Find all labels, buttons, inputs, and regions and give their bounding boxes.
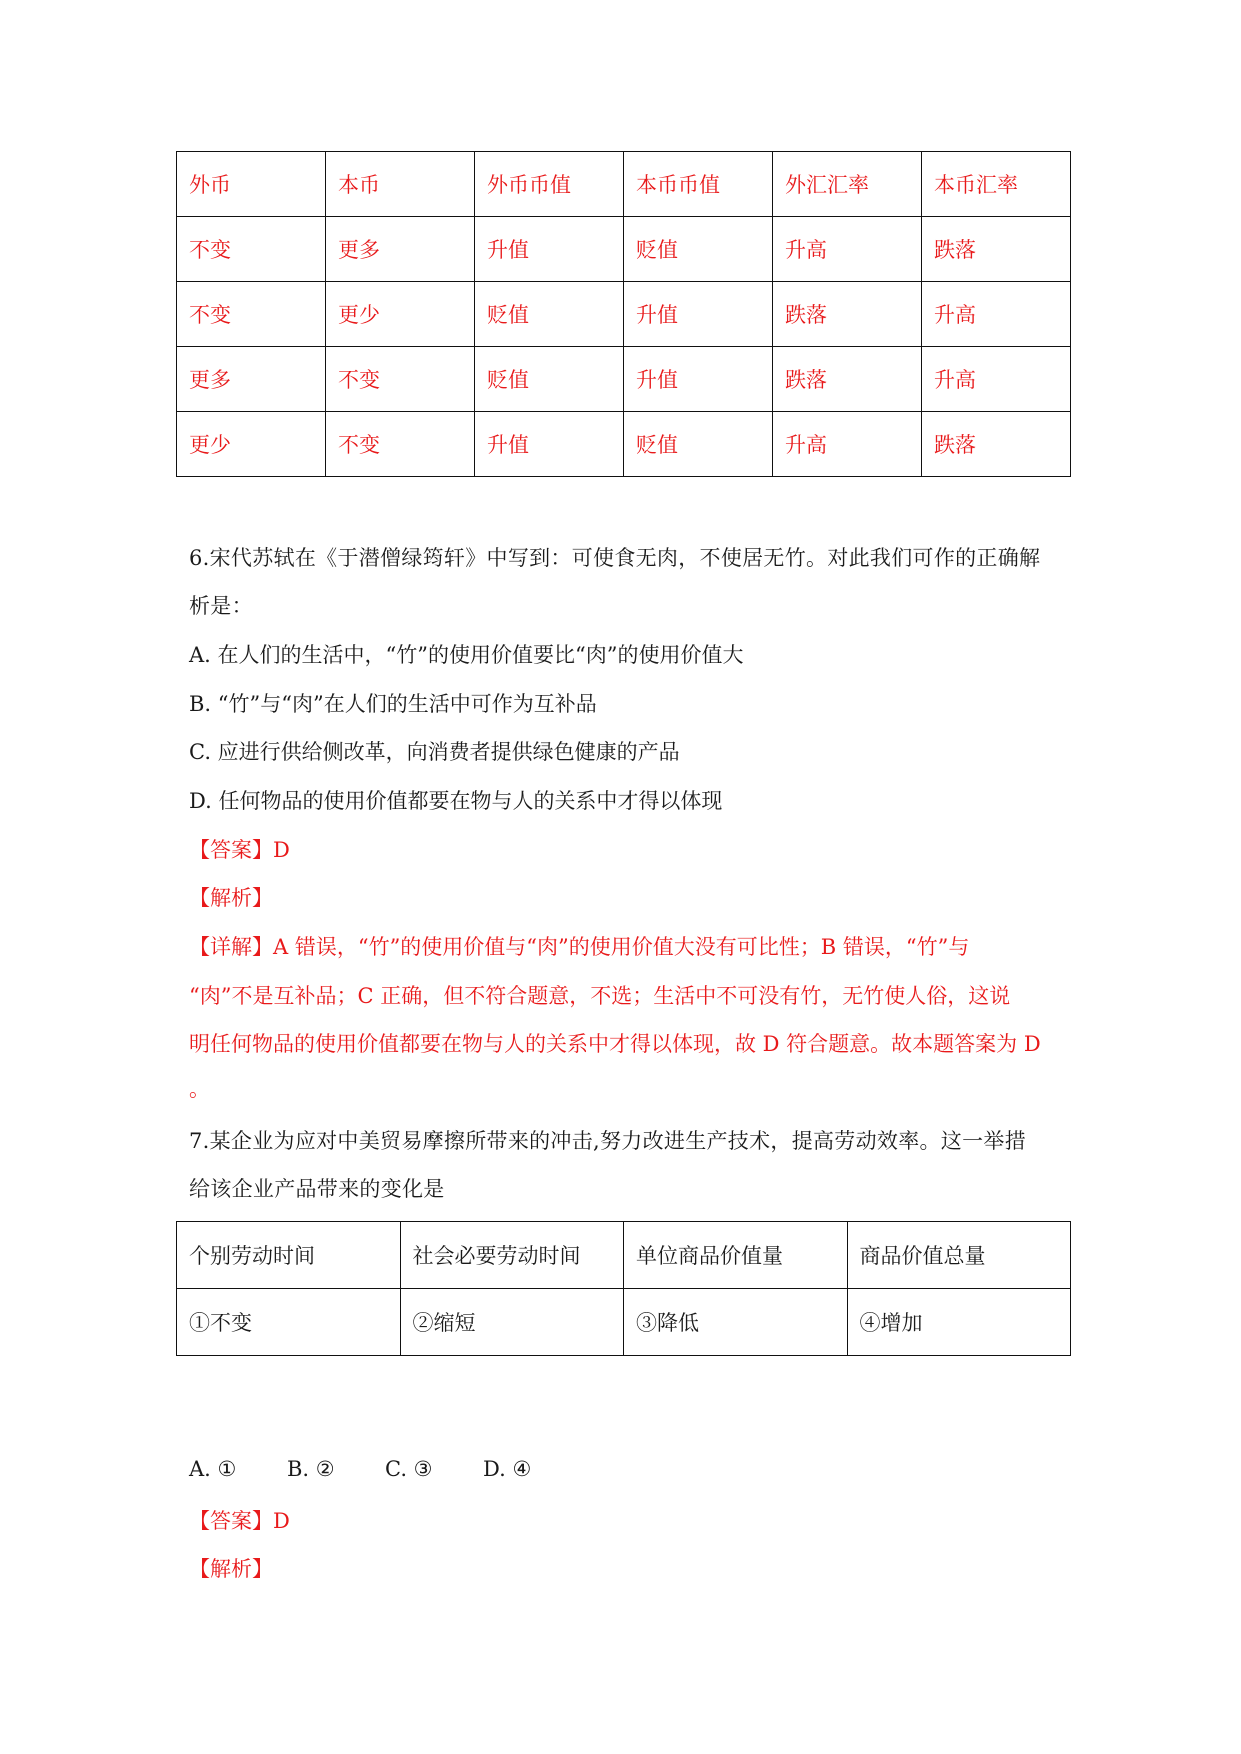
rate-cell: 跌落 xyxy=(922,412,1071,477)
rate-cell: 跌落 xyxy=(773,282,922,347)
labor-header-cell: 商品价值总量 xyxy=(847,1222,1071,1289)
rate-cell: 更少 xyxy=(326,282,475,347)
labor-table-row xyxy=(177,1289,1071,1356)
rate-cell: 升高 xyxy=(773,412,922,477)
q6-answer: 【答案】D xyxy=(189,838,290,862)
rate-cell: 贬值 xyxy=(624,412,773,477)
rate-table-row xyxy=(177,347,1071,412)
rate-cell: 跌落 xyxy=(773,347,922,412)
q6-analysis-label: 【解析】 xyxy=(189,886,273,910)
q6-detail-line3: 明任何物品的使用价值都要在物与人的关系中才得以体现，故 D 符合题意。故本题答案为 D xyxy=(189,1032,1041,1056)
q7-option-b: B. ② xyxy=(287,1457,335,1481)
labor-change-table xyxy=(176,1221,1071,1356)
labor-cell: ④增加 xyxy=(847,1289,1071,1356)
exchange-rate-table xyxy=(176,151,1071,477)
rate-table-row xyxy=(177,412,1071,477)
rate-cell: 更多 xyxy=(177,347,326,412)
labor-cell: ①不变 xyxy=(177,1289,401,1356)
q7-option-c: C. ③ xyxy=(385,1457,433,1481)
rate-cell: 贬值 xyxy=(475,347,624,412)
q7-stem-line1: 7.某企业为应对中美贸易摩擦所带来的冲击,努力改进生产技术，提高劳动效率。这一举措 xyxy=(189,1129,1027,1153)
q7-option-a: A. ① xyxy=(189,1457,237,1481)
labor-header-cell: 个别劳动时间 xyxy=(177,1222,401,1289)
rate-cell: 升高 xyxy=(922,347,1071,412)
q6-detail-line1: 【详解】A 错误，“竹”的使用价值与“肉”的使用价值大没有可比性；B 错误，“竹”与 xyxy=(189,935,970,959)
rate-table-row xyxy=(177,217,1071,282)
rate-header-cell: 本币 xyxy=(326,152,475,217)
labor-table-header-row xyxy=(177,1222,1071,1289)
q6-option-a: A. 在人们的生活中，“竹”的使用价值要比“肉”的使用价值大 xyxy=(189,643,744,667)
rate-header-cell: 本币币值 xyxy=(624,152,773,217)
q6-stem-line2: 析是： xyxy=(189,594,253,618)
rate-cell: 不变 xyxy=(177,282,326,347)
q7-option-d: D. ④ xyxy=(483,1457,532,1481)
q6-option-b: B. “竹”与“肉”在人们的生活中可作为互补品 xyxy=(189,692,597,716)
rate-header-cell: 外汇汇率 xyxy=(773,152,922,217)
labor-header-cell: 社会必要劳动时间 xyxy=(400,1222,624,1289)
rate-cell: 升高 xyxy=(922,282,1071,347)
rate-cell: 升高 xyxy=(773,217,922,282)
rate-cell: 不变 xyxy=(326,412,475,477)
rate-cell: 贬值 xyxy=(475,282,624,347)
q6-detail-line2: “肉”不是互补品；C 正确，但不符合题意，不选；生活中不可没有竹，无竹使人俗，这说 xyxy=(189,984,1011,1008)
rate-cell: 贬值 xyxy=(624,217,773,282)
rate-cell: 升值 xyxy=(475,412,624,477)
q6-detail-line4: 。 xyxy=(189,1077,210,1101)
rate-header-cell: 外币 xyxy=(177,152,326,217)
rate-cell: 升值 xyxy=(475,217,624,282)
rate-header-cell: 外币币值 xyxy=(475,152,624,217)
rate-cell: 更多 xyxy=(326,217,475,282)
q7-stem-line2: 给该企业产品带来的变化是 xyxy=(189,1177,445,1201)
q7-answer: 【答案】D xyxy=(189,1509,290,1533)
q6-option-d: D. 任何物品的使用价值都要在物与人的关系中才得以体现 xyxy=(189,789,723,813)
labor-cell: ②缩短 xyxy=(400,1289,624,1356)
rate-cell: 不变 xyxy=(326,347,475,412)
labor-cell: ③降低 xyxy=(624,1289,848,1356)
rate-cell: 更少 xyxy=(177,412,326,477)
rate-table-header-row xyxy=(177,152,1071,217)
q6-stem-line1: 6.宋代苏轼在《于潜僧绿筠轩》中写到：可使食无肉，不使居无竹。对此我们可作的正确解 xyxy=(189,546,1041,570)
rate-cell: 不变 xyxy=(177,217,326,282)
rate-cell: 升值 xyxy=(624,282,773,347)
labor-header-cell: 单位商品价值量 xyxy=(624,1222,848,1289)
rate-header-cell: 本币汇率 xyxy=(922,152,1071,217)
q7-options xyxy=(189,1457,581,1481)
q6-option-c: C. 应进行供给侧改革，向消费者提供绿色健康的产品 xyxy=(189,740,680,764)
rate-table-row xyxy=(177,282,1071,347)
q7-analysis-label: 【解析】 xyxy=(189,1557,273,1581)
rate-cell: 升值 xyxy=(624,347,773,412)
rate-cell: 跌落 xyxy=(922,217,1071,282)
